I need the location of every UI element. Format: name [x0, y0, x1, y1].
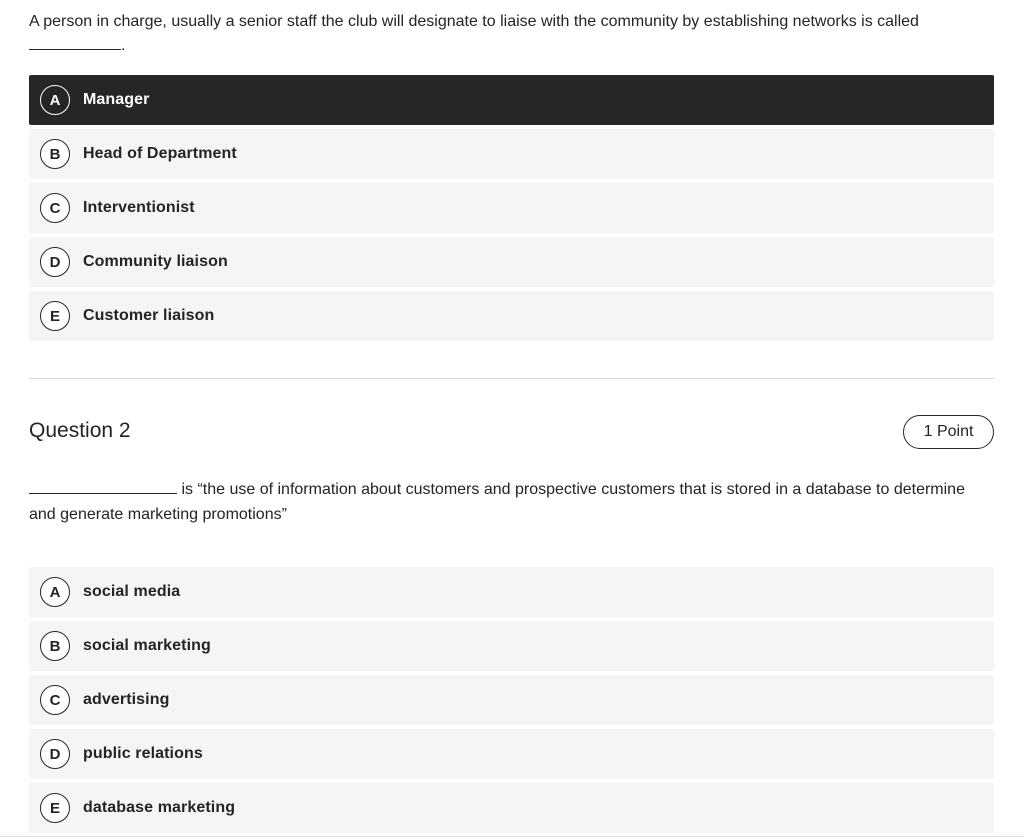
option-letter-badge: C — [40, 685, 70, 715]
q1-option-c[interactable] — [29, 183, 994, 233]
answer-blank — [29, 478, 177, 494]
q1-option-d[interactable] — [29, 237, 994, 287]
q2-option-c[interactable] — [29, 675, 994, 725]
option-label: Community liaison — [83, 253, 228, 270]
q1-option-a[interactable] — [29, 75, 994, 125]
option-letter-badge: D — [40, 739, 70, 769]
question-1-prompt: A person in charge, usually a senior staff the club will designate to liaise with the community by establishing networks is called — [29, 13, 919, 30]
option-label: database marketing — [83, 799, 236, 816]
option-label: Interventionist — [83, 199, 195, 216]
option-letter-badge: A — [40, 85, 70, 115]
option-letter-badge: C — [40, 193, 70, 223]
q1-option-b[interactable] — [29, 129, 994, 179]
page-bottom-border — [0, 836, 1024, 837]
answer-blank — [29, 34, 121, 50]
points-badge: 1 Point — [903, 415, 994, 449]
question-2-title: Question 2 — [29, 419, 131, 442]
question-1-text — [29, 10, 989, 58]
q2-option-d[interactable] — [29, 729, 994, 779]
option-label: advertising — [83, 691, 170, 708]
option-label: Head of Department — [83, 145, 237, 162]
question-divider — [29, 378, 994, 379]
q2-option-e[interactable] — [29, 783, 994, 833]
option-letter-badge: B — [40, 139, 70, 169]
option-label: social marketing — [83, 637, 211, 654]
option-letter-badge: E — [40, 301, 70, 331]
question-2-text — [29, 477, 979, 527]
q1-option-e[interactable] — [29, 291, 994, 341]
question-1-period: . — [121, 37, 126, 54]
option-label: Customer liaison — [83, 307, 215, 324]
option-label: public relations — [83, 745, 203, 762]
option-letter-badge: E — [40, 793, 70, 823]
option-label: Manager — [83, 91, 150, 108]
option-letter-badge: D — [40, 247, 70, 277]
q2-option-a[interactable] — [29, 567, 994, 617]
option-label: social media — [83, 583, 181, 600]
option-letter-badge: B — [40, 631, 70, 661]
option-letter-badge: A — [40, 577, 70, 607]
question-2-prompt: is “the use of information about customers and prospective customers that is stored in a database to determine and generate marketing promotions” — [29, 481, 965, 523]
q2-option-b[interactable] — [29, 621, 994, 671]
